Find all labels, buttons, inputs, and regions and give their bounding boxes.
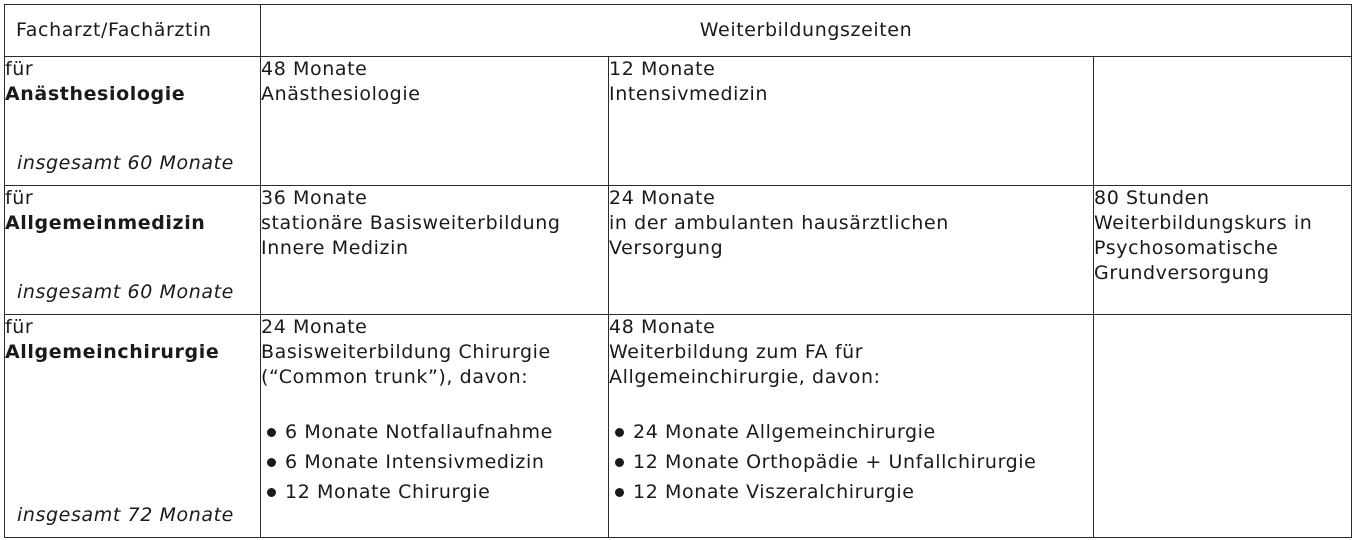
training-cell	[261, 186, 609, 315]
bullet-item	[261, 477, 608, 507]
training-line: in der ambulanten hausärztlichen	[609, 212, 949, 234]
training-cell	[609, 315, 1094, 538]
bullet-item	[261, 447, 608, 477]
training-times-header: Weiterbildungszeiten	[261, 5, 1352, 57]
specialty-total: insgesamt 60 Monate	[17, 152, 234, 174]
specialty-prefix: für	[5, 187, 34, 209]
table-row	[5, 315, 1352, 538]
course-line: Grundversorgung	[1094, 262, 1270, 284]
header-row	[5, 5, 1352, 57]
training-cell	[609, 186, 1094, 315]
training-line: Weiterbildung zum FA für	[609, 341, 864, 363]
table-row	[5, 186, 1352, 315]
bullet-text: 12 Monate Orthopädie + Unfallchirurgie	[633, 451, 1037, 473]
specialist-column-header: Facharzt/Fachärztin	[5, 5, 261, 57]
months-label: 24 Monate	[609, 187, 716, 209]
specialty-total: insgesamt 72 Monate	[17, 504, 234, 526]
bullet-icon	[615, 458, 624, 467]
training-cell	[261, 315, 609, 538]
specialty-total: insgesamt 60 Monate	[17, 281, 234, 303]
training-cell-empty	[1094, 57, 1352, 186]
bullet-list	[609, 417, 1093, 507]
training-line: Anästhesiologie	[261, 83, 421, 105]
specialty-cell	[5, 315, 261, 538]
training-cell-empty	[1094, 315, 1352, 538]
bullet-icon	[267, 488, 276, 497]
course-line: Weiterbildungskurs in	[1094, 212, 1313, 234]
training-line: Intensivmedizin	[609, 83, 769, 105]
table-row	[5, 57, 1352, 186]
training-cell	[1094, 186, 1352, 315]
bullet-item	[609, 417, 1093, 447]
months-label: 24 Monate	[261, 316, 368, 338]
months-label: 12 Monate	[609, 58, 716, 80]
bullet-item	[609, 477, 1093, 507]
months-label: 48 Monate	[609, 316, 716, 338]
specialty-name: Anästhesiologie	[5, 83, 186, 105]
bullet-text: 24 Monate Allgemeinchirurgie	[633, 421, 936, 443]
specialty-name: Allgemeinmedizin	[5, 212, 206, 234]
months-label: 36 Monate	[261, 187, 368, 209]
course-line: 80 Stunden	[1094, 187, 1210, 209]
months-label: 48 Monate	[261, 58, 368, 80]
specialty-name: Allgemeinchirurgie	[5, 341, 220, 363]
training-line: Basisweiterbildung Chirurgie	[261, 341, 551, 363]
bullet-item	[261, 417, 608, 447]
training-line: Versorgung	[609, 237, 724, 259]
training-line: Innere Medizin	[261, 237, 409, 259]
bullet-icon	[267, 428, 276, 437]
bullet-icon	[615, 428, 624, 437]
training-times-table	[4, 4, 1352, 538]
training-line: stationäre Basisweiterbildung	[261, 212, 561, 234]
bullet-icon	[615, 488, 624, 497]
specialty-cell	[5, 186, 261, 315]
bullet-icon	[267, 458, 276, 467]
bullet-text: 12 Monate Chirurgie	[285, 481, 491, 503]
bullet-item	[609, 447, 1093, 477]
bullet-text: 6 Monate Intensivmedizin	[285, 451, 545, 473]
training-cell	[261, 57, 609, 186]
training-line: (“Common trunk”), davon:	[261, 366, 529, 388]
bullet-text: 12 Monate Viszeralchirurgie	[633, 481, 915, 503]
course-line: Psychosomatische	[1094, 237, 1279, 259]
training-cell	[609, 57, 1094, 186]
specialty-prefix: für	[5, 316, 34, 338]
bullet-text: 6 Monate Notfallaufnahme	[285, 421, 553, 443]
bullet-list	[261, 417, 608, 507]
specialty-cell	[5, 57, 261, 186]
training-line: Allgemeinchirurgie, davon:	[609, 366, 881, 388]
specialty-prefix: für	[5, 58, 34, 80]
